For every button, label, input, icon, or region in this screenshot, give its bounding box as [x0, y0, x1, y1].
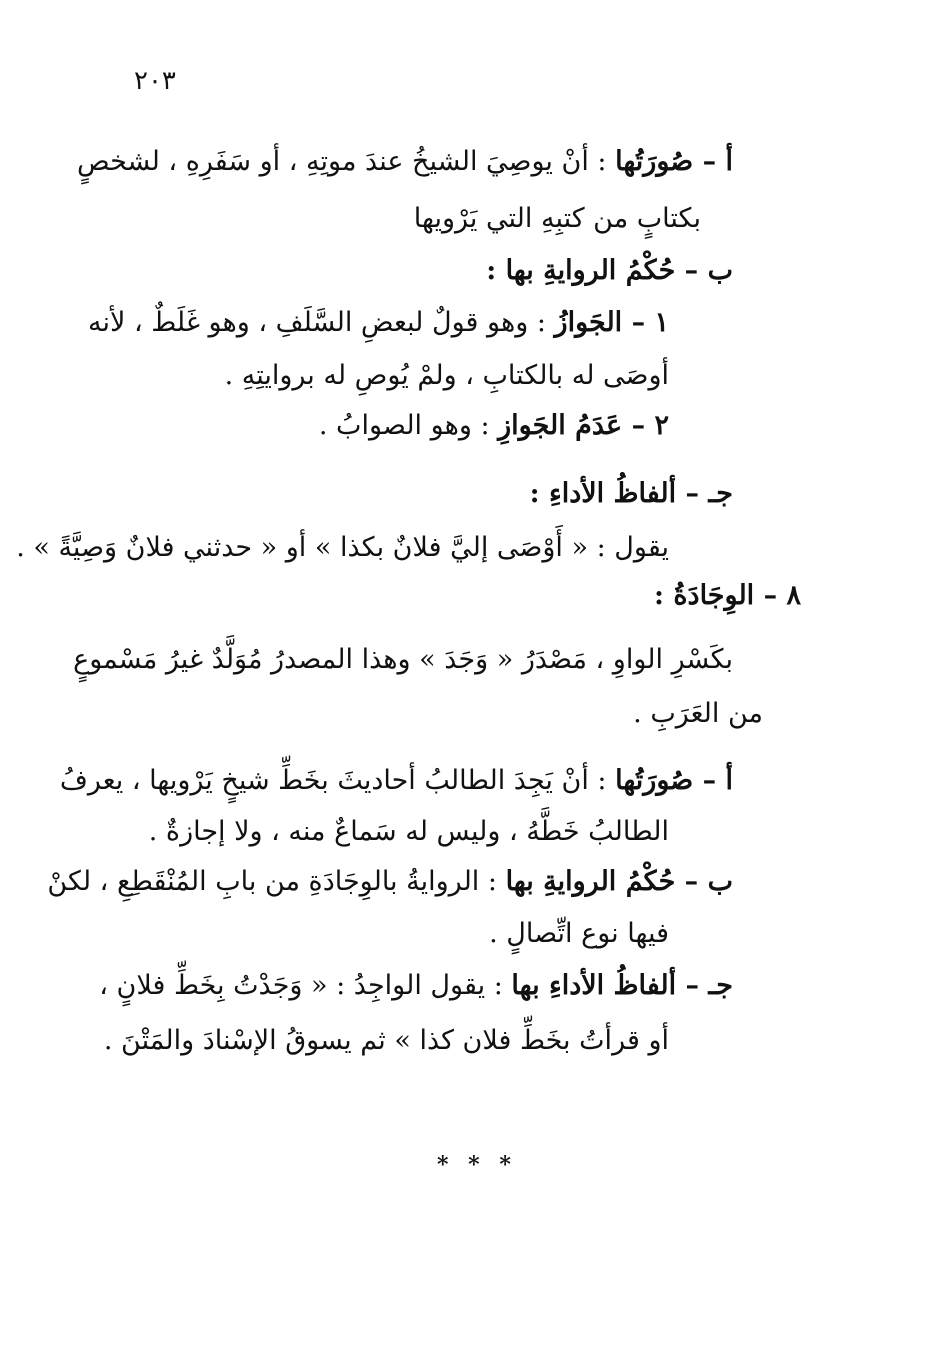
body-text: : وهو قولٌ لبعضِ السَّلَفِ ، وهو غَلَطٌ ، لأنه [88, 307, 555, 338]
body-text: بكَسْرِ الواوِ ، مَصْدَرُ « وَجَدَ » وهذا المصدرُ مُوَلَّدٌ غيرُ مَسْموعٍ [73, 644, 733, 675]
definition-line [73, 644, 733, 676]
body-text: يقول : « أَوْصَى إليَّ فلانٌ بكذا » أو « حدثني فلانٌ وَصِيَّةً » . [16, 532, 669, 563]
heading-label: ب – حُكْمُ الروايةِ بها : [486, 255, 733, 286]
section-heading [654, 580, 801, 612]
definition-line [88, 307, 669, 339]
body-text: الطالبُ خَطَّهُ ، وليس له سَماعٌ منه ، ولا إجازةٌ . [148, 816, 669, 847]
body-text: : وهو الصوابُ . [318, 410, 499, 441]
heading-label: ٨ – الوِجَادَةُ : [654, 580, 801, 611]
heading-label: جـ – ألفاظُ الأداءِ بها [511, 970, 733, 1001]
body-text: أوصَى له بالكتابِ ، ولمْ يُوصِ له بروايتِهِ . [224, 360, 669, 391]
section-separator: * * * [437, 1152, 517, 1178]
page-number: ٢٠٣ [134, 66, 176, 96]
body-text: فيها نوع اتِّصالٍ . [489, 918, 669, 949]
definition-line [77, 146, 733, 178]
body-text: : أنْ يَجِدَ الطالبُ أحاديثَ بخَطِّ شيخٍ يَرْويها ، يعرفُ [59, 765, 616, 796]
body-text: : يقول الواجِدُ : « وَجَدْتُ بِخَطِّ فلانٍ ، [99, 970, 512, 1001]
definition-line [633, 698, 763, 730]
body-text: : أنْ يوصِيَ الشيخُ عندَ موتِهِ ، أو سَفَرِهِ ، لشخصٍ [77, 146, 616, 177]
section-heading [486, 255, 733, 287]
definition-line [16, 532, 669, 564]
definition-line [489, 918, 669, 950]
section-heading [530, 478, 733, 510]
body-text: بكتابٍ من كتبِهِ التي يَرْويها [413, 203, 701, 234]
heading-label: ٢ – عَدَمُ الجَوازِ [498, 410, 669, 441]
definition-line [47, 866, 733, 898]
heading-label: ١ – الجَوازُ [554, 307, 669, 338]
definition-line [59, 765, 733, 797]
definition-line [149, 816, 669, 848]
heading-label: أ – صُورَتُها [615, 146, 733, 177]
body-text: من العَرَبِ . [633, 698, 763, 729]
heading-label: جـ – ألفاظُ الأداءِ : [529, 478, 733, 509]
definition-line [319, 410, 669, 442]
definition-line [414, 203, 701, 235]
body-text: : الروايةُ بالوِجَادَةِ من بابِ المُنْقَطِعِ ، لكنْ [47, 866, 506, 897]
definition-line [99, 970, 733, 1002]
heading-label: أ – صُورَتُها [615, 765, 733, 796]
definition-line [104, 1025, 669, 1057]
heading-label: ب – حُكْمُ الروايةِ بها [505, 866, 733, 897]
definition-line [225, 360, 669, 392]
body-text: أو قرأتُ بخَطِّ فلان كذا » ثم يسوقُ الإسْنادَ والمَتْنَ . [103, 1025, 669, 1056]
